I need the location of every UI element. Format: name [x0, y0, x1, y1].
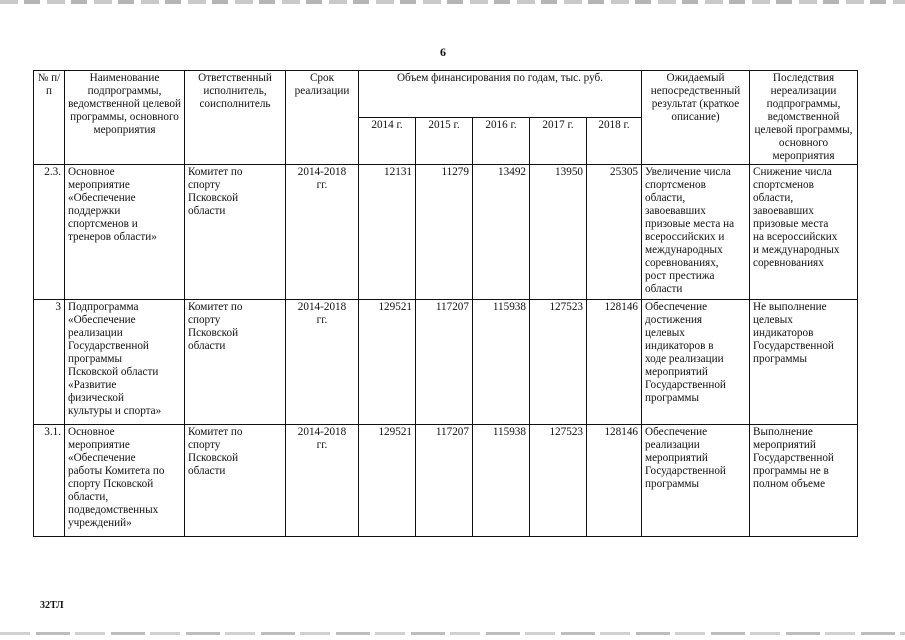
row-term: 2014-2018 гг.	[286, 425, 359, 537]
header-row-1	[34, 71, 858, 118]
footer-code: 32ТЛ	[40, 600, 64, 611]
row-result: Обеспечение достижения целевых индикаторов в ходе реализации мероприятий Государственной программы	[642, 300, 750, 425]
row-term: 2014-2018 гг.	[286, 300, 359, 425]
table-row	[34, 425, 858, 537]
scan-edge-top	[0, 0, 905, 4]
header-result: Ожидаемый непосредственный результат (краткое описание)	[642, 71, 750, 165]
header-responsible: Ответственный исполнитель, соисполнитель	[185, 71, 286, 165]
value-2016: 115938	[473, 300, 530, 425]
row-consequences: Не выполнение целевых индикаторов Государственной программы	[750, 300, 858, 425]
row-result: Увеличение числа спортсменов области, завоевавших призовые места на всероссийских и международных соревнованиях, рост престижа области	[642, 165, 750, 300]
header-name: Наименование подпрограммы, ведомственной целевой программы, основного мероприятия	[65, 71, 185, 165]
row-responsible: Комитет по спорту Псковской области	[185, 425, 286, 537]
value-2016: 115938	[473, 425, 530, 537]
value-2017: 127523	[530, 300, 587, 425]
header-num: № п/п	[34, 71, 65, 165]
page-number: 6	[440, 45, 446, 59]
header-funding: Объем финансирования по годам, тыс. руб.	[359, 71, 642, 118]
header-consequences: Последствия нереализации подпрограммы, ведомственной целевой программы, основного мероприятия	[750, 71, 858, 165]
header-term: Срок реализации	[286, 71, 359, 165]
row-responsible: Комитет по спорту Псковской области	[185, 300, 286, 425]
value-2015: 11279	[416, 165, 473, 300]
value-2016: 13492	[473, 165, 530, 300]
row-number: 3	[34, 300, 65, 425]
row-name: Подпрограмма «Обеспечение реализации Государственной программы Псковской области «Развитие физической культуры и спорта»	[65, 300, 185, 425]
scan-edge-bottom	[0, 632, 905, 635]
header-year: 2016 г.	[473, 118, 530, 165]
value-2018: 25305	[587, 165, 642, 300]
program-table	[33, 70, 858, 537]
header-year: 2018 г.	[587, 118, 642, 165]
value-2014: 12131	[359, 165, 416, 300]
row-responsible: Комитет по спорту Псковской области	[185, 165, 286, 300]
value-2015: 117207	[416, 300, 473, 425]
value-2017: 127523	[530, 425, 587, 537]
value-2018: 128146	[587, 300, 642, 425]
row-name: Основное мероприятие «Обеспечение поддержки спортсменов и тренеров области»	[65, 165, 185, 300]
header-year: 2015 г.	[416, 118, 473, 165]
row-consequences: Снижение числа спортсменов области, завоевавших призовые места на всероссийских и международных соревнованиях	[750, 165, 858, 300]
row-consequences: Выполнение мероприятий Государственной программы не в полном объеме	[750, 425, 858, 537]
row-result: Обеспечение реализации мероприятий Государственной программы	[642, 425, 750, 537]
row-number: 2.3.	[34, 165, 65, 300]
header-year: 2017 г.	[530, 118, 587, 165]
row-number: 3.1.	[34, 425, 65, 537]
table-row	[34, 300, 858, 425]
row-term: 2014-2018 гг.	[286, 165, 359, 300]
value-2018: 128146	[587, 425, 642, 537]
row-name: Основное мероприятие «Обеспечение работы Комитета по спорту Псковской области, подведомственных учреждений»	[65, 425, 185, 537]
value-2014: 129521	[359, 300, 416, 425]
table-row	[34, 165, 858, 300]
value-2014: 129521	[359, 425, 416, 537]
header-year: 2014 г.	[359, 118, 416, 165]
value-2017: 13950	[530, 165, 587, 300]
value-2015: 117207	[416, 425, 473, 537]
